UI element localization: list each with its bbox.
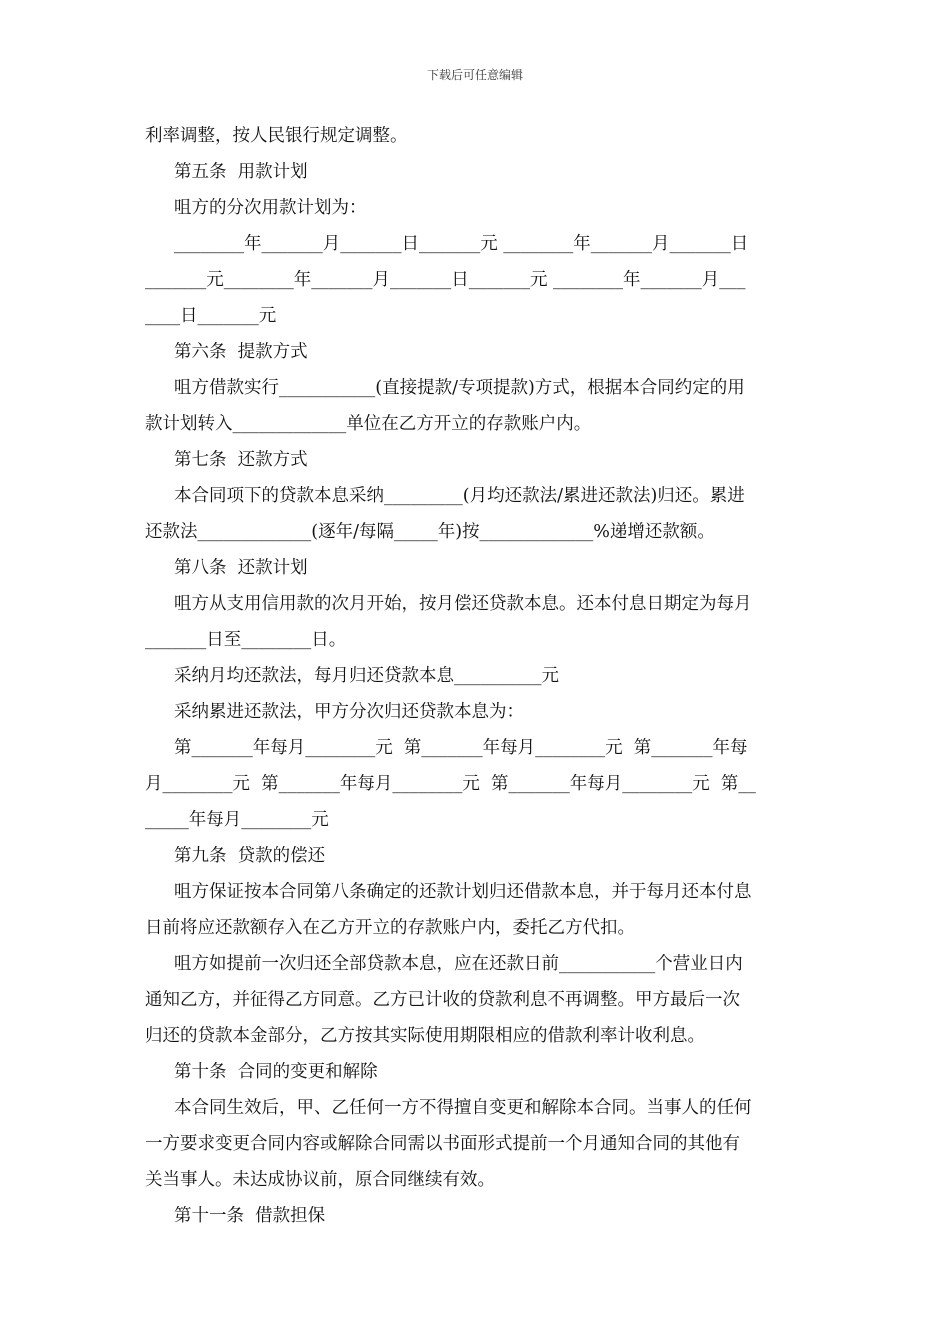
- document-line: 本合同生效后，甲、乙任何一方不得擅自变更和解除本合同。当事人的任何: [174, 1098, 752, 1118]
- document-line: 通知乙方，并征得乙方同意。乙方已计收的贷款利息不再调整。甲方最后一次: [145, 990, 740, 1010]
- document-line: 咀方如提前一次归还全部贷款本息，应在还款日前___________个营业日内: [174, 954, 743, 974]
- document-line: ________年_______月_______日_______元 ________年_______月_______日: [174, 234, 749, 254]
- document-line: _______日至________日。: [145, 630, 347, 650]
- document-line: 利率调整，按人民银行规定调整。: [145, 126, 408, 146]
- document-line: 咀方从支用信用款的次月开始，按月偿还贷款本息。还本付息日期定为每月: [174, 594, 752, 614]
- document-line: 第十条 合同的变更和解除: [174, 1062, 378, 1082]
- document-line: 款计划转入_____________单位在乙方开立的存款账户内。: [145, 414, 592, 434]
- document-line: 还款法_____________(逐年/每隔_____年)按_____________%递增还款额。: [145, 522, 715, 542]
- document-line: 第_______年每月________元 第_______年每月________元 第_______年每: [174, 738, 748, 758]
- document-line: 第九条 贷款的偿还: [174, 846, 326, 866]
- document-line: 一方要求变更合同内容或解除合同需以书面形式提前一个月通知合同的其他有: [145, 1134, 740, 1154]
- document-line: 采纳累进还款法，甲方分次归还贷款本息为：: [174, 702, 524, 722]
- document-line: 归还的贷款本金部分，乙方按其实际使用期限相应的借款利率计收利息。: [145, 1026, 705, 1046]
- page-header: 下载后可任意编辑: [426, 68, 523, 82]
- document-line: 关当事人。未达成协议前，原合同继续有效。: [145, 1170, 495, 1190]
- document-line: 第六条 提款方式: [174, 342, 308, 362]
- document-line: 第十一条 借款担保: [174, 1206, 326, 1226]
- document-line: 本合同项下的贷款本息采纳_________(月均还款法/累进还款法)归还。累进: [174, 486, 745, 506]
- document-line: _____年每月________元: [145, 810, 329, 830]
- document-line: 第七条 还款方式: [174, 450, 308, 470]
- document-body: [145, 118, 810, 1234]
- document-line: 日前将应还款额存入在乙方开立的存款账户内，委托乙方代扣。: [145, 918, 635, 938]
- document-line: ____日_______元: [145, 306, 277, 326]
- document-line: 咀方借款实行___________(直接提款/专项提款)方式，根据本合同约定的用: [174, 378, 745, 398]
- document-line: 第八条 还款计划: [174, 558, 308, 578]
- document-line: _______元________年_______月_______日_______元 ________年_______月___: [145, 270, 746, 290]
- document-line: 第五条 用款计划: [174, 162, 308, 182]
- document-line: 月________元 第_______年每月________元 第_______年每月________元 第__: [145, 774, 756, 794]
- document-line: 咀方的分次用款计划为：: [174, 198, 367, 218]
- document-line: 采纳月均还款法，每月归还贷款本息__________元: [174, 666, 559, 686]
- document-line: 咀方保证按本合同第八条确定的还款计划归还借款本息，并于每月还本付息: [174, 882, 752, 902]
